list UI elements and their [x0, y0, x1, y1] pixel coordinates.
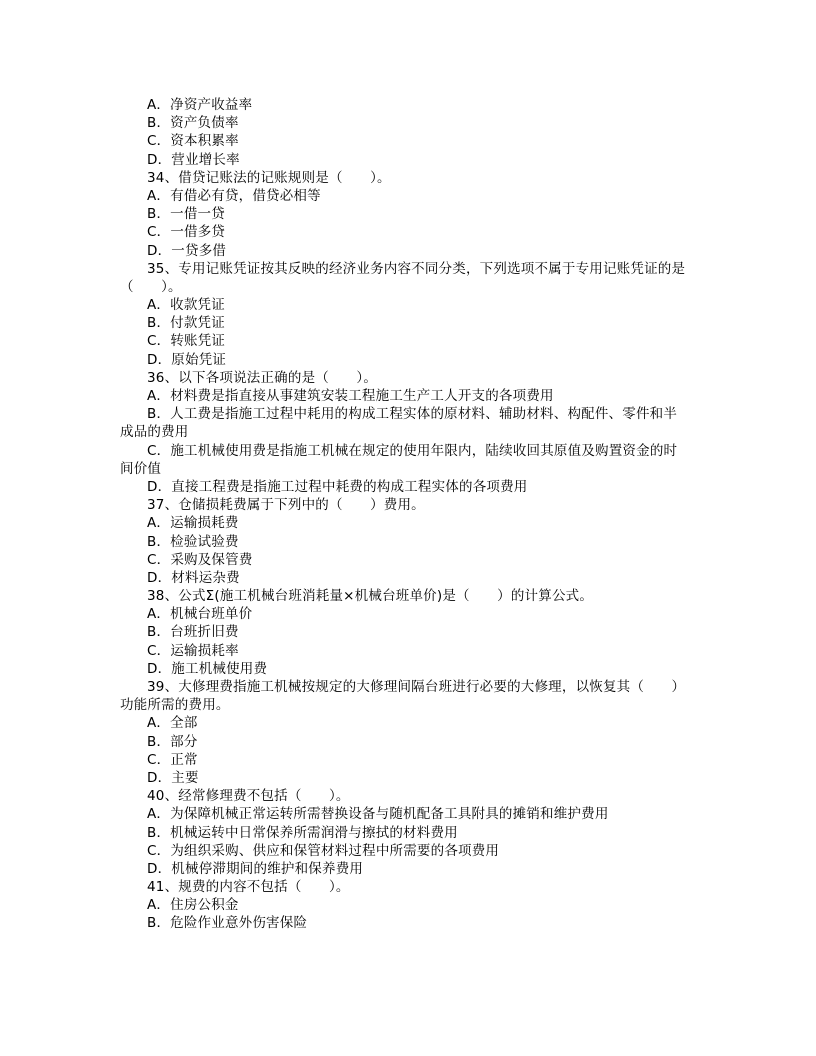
option-line: C．转账凭证 — [147, 333, 226, 350]
question-line: 37、仓储损耗费属于下列中的（ ）费用。 — [147, 497, 425, 514]
continuation-line: 间价值 — [120, 460, 162, 477]
option-line: A．住房公积金 — [147, 897, 239, 914]
option-line: A．净资产收益率 — [147, 97, 253, 113]
option-line: C．为组织采购、供应和保管材料过程中所需要的各项费用 — [147, 842, 500, 859]
option-line: B．付款凭证 — [147, 315, 225, 332]
question-line: 39、大修理费指施工机械按规定的大修理间隔台班进行必要的大修理，以恢复其（ ） — [147, 679, 686, 695]
question-line: 38、公式Σ(施工机械台班消耗量×机械台班单价)是（ ）的计算公式。 — [147, 588, 594, 605]
option-line: D．一贷多借 — [147, 242, 227, 259]
continuation-line: 功能所需的费用。 — [120, 697, 230, 714]
option-line: C．施工机械使用费是指施工机械在规定的使用年限内，陆续收回其原值及购置资金的时 — [147, 442, 678, 459]
option-line: C．正常 — [147, 751, 198, 768]
option-line: C．资本积累率 — [147, 133, 239, 150]
option-line: A．运输损耗费 — [147, 515, 239, 532]
question-line: 34、借贷记账法的记账规则是（ ）。 — [147, 169, 391, 186]
option-line: B．部分 — [147, 733, 198, 750]
question-line: 41、规费的内容不包括（ ）。 — [147, 879, 350, 896]
option-line: B．危险作业意外伤害保险 — [147, 915, 308, 932]
option-line: D．机械停滞期间的维护和保养费用 — [147, 860, 364, 877]
option-line: B．台班折旧费 — [147, 624, 239, 641]
option-line: D．原始凭证 — [147, 351, 227, 368]
option-line: C．一借多贷 — [147, 224, 226, 241]
continuation-line: （ ）。 — [120, 278, 182, 295]
option-line: D．营业增长率 — [147, 151, 240, 168]
option-line: A．收款凭证 — [147, 297, 225, 314]
option-line: B．检验试验费 — [147, 533, 239, 550]
option-line: D．施工机械使用费 — [147, 660, 268, 677]
option-line: B．机械运转中日常保养所需润滑与擦拭的材料费用 — [147, 824, 458, 841]
document-body — [120, 96, 698, 933]
option-line: B．资产负债率 — [147, 115, 239, 132]
option-line: A．为保障机械正常运转所需替换设备与随机配备工具附具的摊销和维护费用 — [147, 806, 609, 823]
option-line: A．全部 — [147, 715, 198, 732]
question-line: 40、经常修理费不包括（ ）。 — [147, 788, 350, 805]
option-line: A．材料费是指直接从事建筑安装工程施工生产工人开支的各项费用 — [147, 388, 554, 404]
continuation-line: 成品的费用 — [120, 424, 189, 441]
option-line: C．采购及保管费 — [147, 551, 253, 568]
option-line: B．一借一贷 — [147, 206, 225, 223]
option-line: D．直接工程费是指施工过程中耗费的构成工程实体的各项费用 — [147, 478, 528, 495]
option-line: C．运输损耗率 — [147, 642, 239, 659]
option-line: D．材料运杂费 — [147, 569, 240, 586]
question-line: 35、专用记账凭证按其反映的经济业务内容不同分类，下列选项不属于专用记账凭证的是 — [147, 260, 686, 277]
option-line: A．有借必有贷，借贷必相等 — [147, 187, 321, 204]
option-line: B．人工费是指施工过程中耗用的构成工程实体的原材料、辅助材料、构配件、零件和半 — [147, 406, 678, 423]
option-line: A．机械台班单价 — [147, 606, 253, 623]
option-line: D．主要 — [147, 769, 199, 786]
question-line: 36、以下各项说法正确的是（ ）。 — [147, 369, 378, 386]
